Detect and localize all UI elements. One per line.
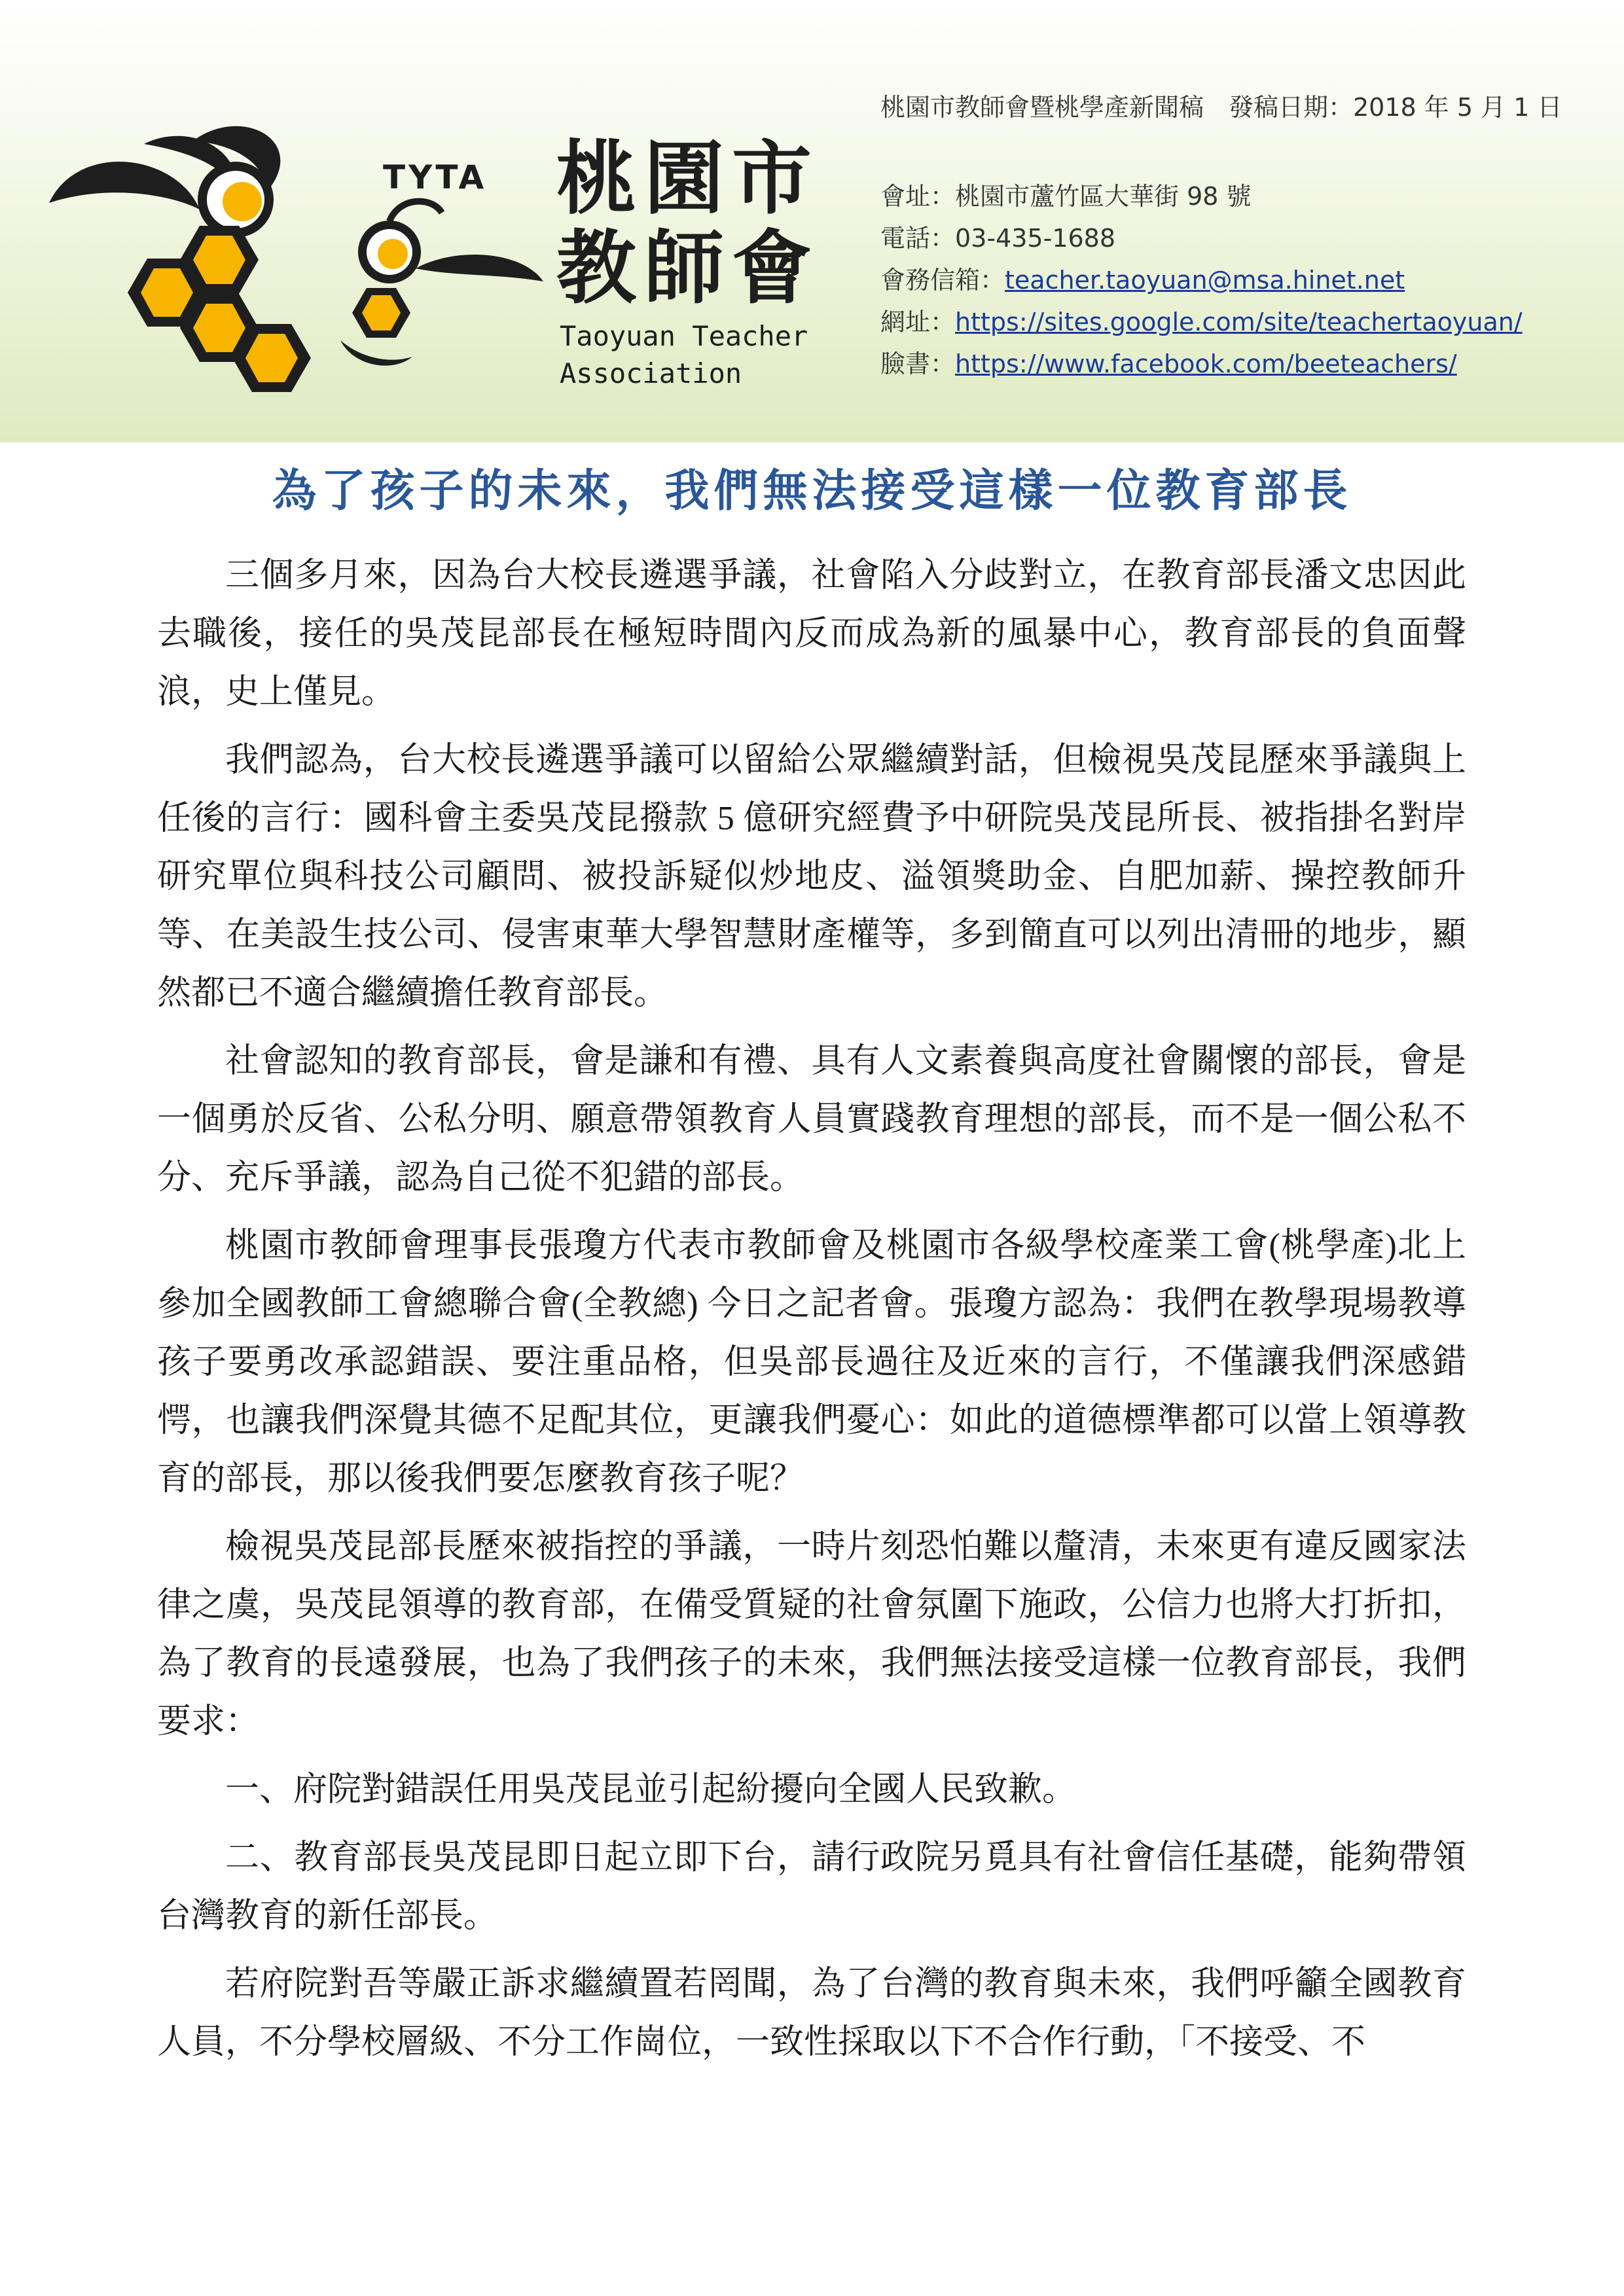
- contact-email: [880, 259, 1614, 301]
- contact-address: [880, 175, 1614, 217]
- logo-name-en-line1: Taoyuan Teacher: [560, 320, 808, 352]
- demand-item: 二、教育部長吳茂昆即日起立即下台，請行政院另覓具有社會信任基礎，能夠帶領台灣教育的新任部長。: [157, 1839, 1466, 1935]
- logo-name-en-line2: Association: [560, 357, 742, 389]
- body-paragraph: 我們認為，台大校長遴選爭議可以留給公眾繼續對話，但檢視吳茂昆歷來爭議與上任後的言行：國科會主委吳茂昆撥款 5 億研究經費予中研院吳茂昆所長、被指掛名對岸研究單位與科技公司顧問、被投訴疑似炒地皮、溢領獎助金、自肥加薪、操控教師升等、在美設生技公司、侵害東華大學智慧財產權等，多到簡直可以列出清冊的地步，顯然都已不適合繼續擔任教育部長。: [157, 742, 1466, 1012]
- contact-phone: [880, 217, 1614, 259]
- small-bee-tail-icon: [340, 340, 412, 366]
- logo-acronym: TYTA: [383, 158, 488, 196]
- website-link[interactable]: https://sites.google.com/site/teachertaoyuan/: [955, 308, 1523, 336]
- press-release-body: [157, 547, 1466, 2081]
- contact-label: 網址：: [880, 308, 956, 336]
- contact-label: 臉書：: [880, 350, 956, 378]
- body-paragraph: 三個多月來，因為台大校長遴選爭議，社會陷入分歧對立，在教育部長潘文忠因此去職後，接任的吳茂昆部長在極短時間內反而成為新的風暴中心，教育部長的負面聲浪，史上僅見。: [157, 557, 1466, 711]
- contact-label: 電話：: [880, 224, 956, 253]
- small-bee-antenna-icon: [389, 202, 442, 221]
- body-paragraph: 檢視吳茂昆部長歷來被指控的爭議，一時片刻恐怕難以釐清，未來更有違反國家法律之虞，吳茂昆領導的教育部，在備受質疑的社會氛圍下施政，公信力也將大打折扣，為了教育的長遠發展，也為了我們孩子的未來，我們無法接受這樣一位教育部長，我們要求：: [157, 1528, 1466, 1740]
- facebook-link[interactable]: https://www.facebook.com/beeteachers/: [955, 350, 1457, 378]
- press-release-title: 為了孩子的未來，我們無法接受這樣一位教育部長: [272, 465, 1352, 517]
- body-paragraph: 社會認知的教育部長，會是謙和有禮、具有人文素養與高度社會關懷的部長，會是一個勇於反省、公私分明、願意帶領教育人員實踐教育理想的部長，而不是一個公私不分、充斥爭議，認為自己從不犯錯的部長。: [157, 1043, 1466, 1196]
- demand-item: 一、府院對錯誤任用吳茂昆並引起紛擾向全國人民致歉。: [225, 1771, 1077, 1808]
- contact-info: [880, 175, 1614, 385]
- body-paragraph: 桃園市教師會理事長張瓊方代表市教師會及桃園市各級學校產業工會(桃學產)北上參加全國教師工會總聯合會(全教總) 今日之記者會。張瓊方認為：我們在教學現場教導孩子要勇改承認錯誤、要注重品格，但吳部長過往及近來的言行，不僅讓我們深感錯愕，也讓我們深覺其德不足配其位，更讓我們憂心：如此的道德標準都可以當上領導教育的部長，那以後我們要怎麼教育孩子呢？: [157, 1227, 1466, 1498]
- phone-value: 03-435-1688: [955, 224, 1116, 253]
- association-logo: [26, 105, 838, 412]
- address-value: 桃園市蘆竹區大華街 98 號: [955, 182, 1252, 211]
- contact-website: [880, 301, 1614, 343]
- contact-facebook: [880, 343, 1614, 385]
- contact-label: 會務信箱：: [880, 266, 1005, 295]
- press-release-dateline: 桃園市教師會暨桃學產新聞稿 發稿日期：2018 年 5 月 1 日: [880, 93, 1562, 122]
- bee-wing-left-icon: [49, 162, 200, 209]
- contact-label: 會址：: [880, 182, 956, 211]
- small-bee-wing-icon: [416, 255, 543, 281]
- body-paragraph: 若府院對吾等嚴正訴求繼續置若罔聞，為了台灣的教育與未來，我們呼籲全國教育人員，不分學校層級、不分工作崗位，一致性採取以下不合作行動，「不接受、不: [157, 1965, 1466, 2061]
- logo-name-cn-line1: 桃園市: [556, 132, 820, 225]
- email-link[interactable]: teacher.taoyuan@msa.hinet.net: [1005, 266, 1405, 295]
- logo-name-cn-line2: 教師會: [556, 222, 820, 315]
- bee-eye-icon: [223, 182, 262, 221]
